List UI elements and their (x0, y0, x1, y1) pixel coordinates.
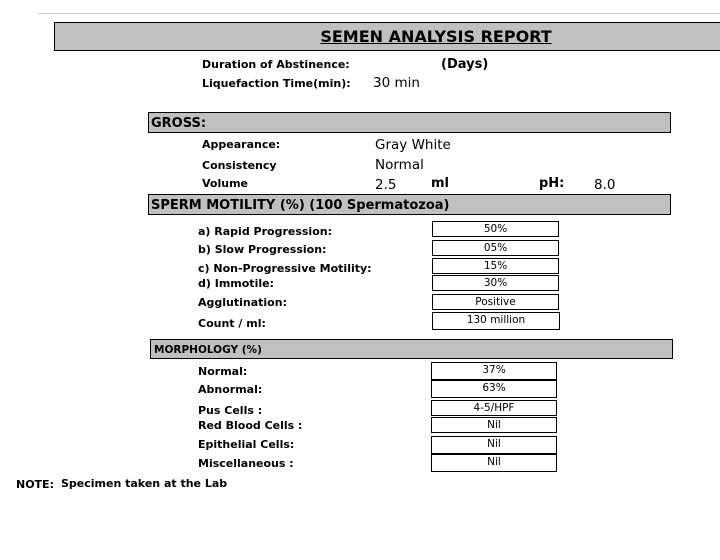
abnormal-label: Abnormal: (198, 383, 263, 396)
non-progressive-label: c) Non-Progressive Motility: (198, 262, 372, 275)
slow-progression-value: 05% (432, 240, 559, 256)
count-label: Count / ml: (198, 317, 266, 330)
gross-heading: GROSS: (151, 116, 207, 131)
motility-heading: SPERM MOTILITY (%) (100 Spermatozoa) (151, 198, 450, 213)
abstinence-unit: (Days) (441, 57, 489, 72)
liquefaction-value: 30 min (373, 75, 420, 91)
motility-section-bar (148, 194, 671, 215)
epithelial-value: Nil (431, 436, 557, 454)
rapid-progression-label: a) Rapid Progression: (198, 225, 332, 238)
slow-progression-label: b) Slow Progression: (198, 243, 327, 256)
agglutination-label: Agglutination: (198, 296, 287, 309)
volume-label: Volume (202, 177, 248, 190)
consistency-label: Consistency (202, 159, 277, 172)
miscellaneous-value: Nil (431, 454, 557, 472)
immotile-label: d) Immotile: (198, 277, 274, 290)
epithelial-label: Epithelial Cells: (198, 438, 295, 451)
note-label: NOTE: (16, 478, 54, 491)
ph-label: pH: (539, 176, 565, 191)
count-value: 130 million (432, 312, 560, 330)
consistency-value: Normal (375, 157, 424, 173)
non-progressive-value: 15% (432, 258, 559, 274)
rbc-value: Nil (431, 417, 557, 433)
ph-value: 8.0 (594, 177, 616, 193)
abstinence-label: Duration of Abstinence: (202, 58, 350, 71)
rbc-label: Red Blood Cells : (198, 419, 303, 432)
agglutination-value: Positive (432, 294, 559, 310)
miscellaneous-label: Miscellaneous : (198, 457, 294, 470)
normal-label: Normal: (198, 365, 248, 378)
volume-value: 2.5 (375, 177, 397, 193)
volume-unit: ml (431, 176, 450, 191)
appearance-label: Appearance: (202, 138, 281, 151)
liquefaction-label: Liquefaction Time(min): (202, 77, 351, 90)
appearance-value: Gray White (375, 137, 451, 153)
normal-value: 37% (431, 362, 557, 380)
morphology-heading: MORPHOLOGY (%) (154, 344, 262, 356)
pus-cells-label: Pus Cells : (198, 404, 263, 417)
immotile-value: 30% (432, 275, 559, 291)
pus-cells-value: 4-5/HPF (431, 400, 557, 416)
morphology-section-bar (150, 339, 673, 359)
rapid-progression-value: 50% (432, 221, 559, 237)
gross-section-bar (148, 112, 671, 133)
note-text: Specimen taken at the Lab (61, 477, 228, 490)
abnormal-value: 63% (431, 380, 557, 398)
top-divider (38, 13, 720, 14)
report-title: SEMEN ANALYSIS REPORT (320, 27, 552, 46)
report-title-bar (54, 22, 720, 51)
